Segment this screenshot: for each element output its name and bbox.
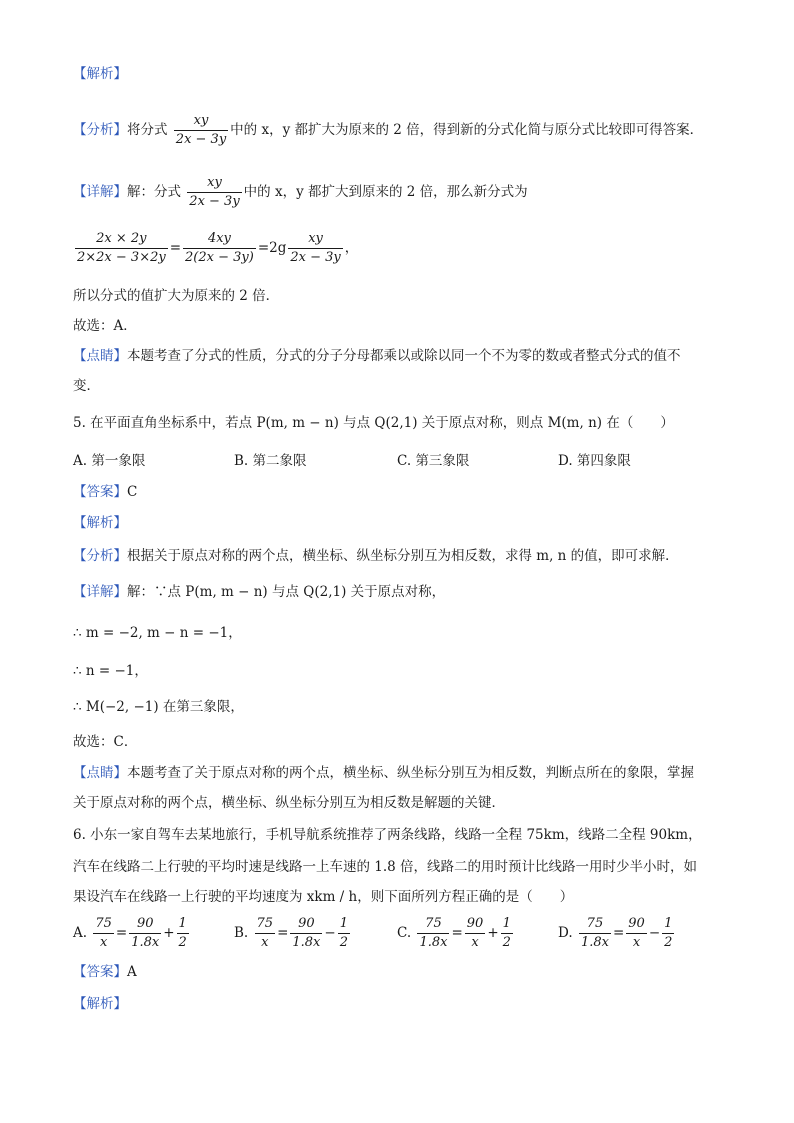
dianjing-tag: 【点睛】 xyxy=(73,348,127,364)
q6-option-a: A. $\frac{75}{x}$ = $\frac{90}{1.8x}$ + $\frac{1}{2}$ xyxy=(73,916,187,950)
q5-option-d: D. 第四象限 xyxy=(558,453,631,469)
question-5: 5. 在平面直角坐标系中，若点 P(m, m − n) 与点 Q(2,1) 关于原点对称，则点 M(m, n) 在（ ） xyxy=(73,415,674,431)
fenxi-tag: 【分析】 xyxy=(73,122,127,138)
fraction: $\frac{xy}{2x - 3y}$ xyxy=(175,113,227,147)
answer-tag: 【答案】 xyxy=(73,484,127,500)
choice-line-5: 故选：C． xyxy=(73,734,138,750)
fraction: $\frac{4xy}{2(2x - 3y)}$ xyxy=(185,231,254,265)
question-6-line-1: 6. 小东一家自驾车去某地旅行，手机导航系统推荐了两条线路，线路一全程 75km，线路二全程 90km， xyxy=(73,827,702,843)
fraction: $\frac{90}{x}$ xyxy=(466,916,484,950)
question-6-line-3: 果设汽车在线路一上行驶的平均速度为 xkm / h，则下面所列方程正确的是（ ） xyxy=(73,889,574,905)
q5-option-b: B. 第二象限 xyxy=(234,453,307,469)
q5-option-c: C. 第三象限 xyxy=(397,453,470,469)
dianjing-tag: 【点睛】 xyxy=(73,765,127,781)
equation-line: $\frac{2x \times 2y}{2\times 2x - 3\times 2y}$ = $\frac{4xy}{2(2x - 3y)}$ =2g $\frac{xy}{2x - 3y}$ ， xyxy=(77,231,359,265)
conclusion-line: 所以分式的值扩大为原来的 2 倍． xyxy=(73,288,280,304)
q6-option-c: C. $\frac{75}{1.8x}$ = $\frac{90}{x}$ + $\frac{1}{2}$ xyxy=(397,916,511,950)
analysis-heading-5: 【解析】 xyxy=(73,515,127,531)
fraction: $\frac{1}{2}$ xyxy=(178,916,187,950)
dianjing-line-5b: 关于原点对称的两个点，横坐标、纵坐标分别互为相反数是解题的关键． xyxy=(73,795,505,811)
analysis-heading-6: 【解析】 xyxy=(73,996,127,1012)
dianjing-line-1: 【点睛】本题考查了分式的性质，分式的分子分母都乘以或除以同一个不为零的数或者整式分式的值不 xyxy=(73,348,681,364)
analysis-heading-1: 【解析】 xyxy=(73,66,127,82)
dianjing-line-5a: 【点睛】本题考查了关于原点对称的两个点，横坐标、纵坐标分别互为相反数，判断点所在的象限，掌握 xyxy=(73,765,694,781)
answer-tag: 【答案】 xyxy=(73,964,127,980)
fraction: $\frac{75}{x}$ xyxy=(256,916,274,950)
fraction: $\frac{75}{1.8x}$ xyxy=(419,916,448,950)
fraction: $\frac{xy}{2x - 3y}$ xyxy=(290,231,341,265)
fraction: $\frac{75}{x}$ xyxy=(95,916,112,950)
q6-option-d: D. $\frac{75}{1.8x}$ = $\frac{90}{x}$ − $\frac{1}{2}$ xyxy=(558,916,673,950)
fenxi-tag: 【分析】 xyxy=(73,548,127,564)
fraction: $\frac{xy}{2x - 3y}$ xyxy=(189,175,240,209)
answer-line-6: 【答案】A xyxy=(73,964,137,980)
fraction: $\frac{1}{2}$ xyxy=(502,916,511,950)
fenxi-line-5: 【分析】根据关于原点对称的两个点，横坐标、纵坐标分别互为相反数，求得 m, n 的值，即可求解． xyxy=(73,548,679,564)
fraction: $\frac{90}{1.8x}$ xyxy=(131,916,160,950)
fraction: $\frac{1}{2}$ xyxy=(664,916,673,950)
fraction: $\frac{90}{1.8x}$ xyxy=(292,916,321,950)
choice-line: 故选：A． xyxy=(73,318,137,334)
step-2: ∴ n = −1， xyxy=(73,663,148,679)
fraction: $\frac{90}{x}$ xyxy=(628,916,645,950)
q5-option-a: A. 第一象限 xyxy=(73,453,146,469)
fenxi-line-1: 【分析】将分式 $\frac{xy}{2x - 3y}$ 中的 x，y 都扩大为原来的 2 倍，得到新的分式化简与原分式比较即可得答案． xyxy=(73,113,704,147)
step-3: ∴ M(−2, −1) 在第三象限， xyxy=(73,699,244,715)
fraction: $\frac{1}{2}$ xyxy=(339,916,348,950)
xiangjie-tag: 【详解】 xyxy=(73,584,127,600)
dianjing-line-2: 变． xyxy=(73,378,100,394)
xiangjie-line-1: 【详解】解：分式 $\frac{xy}{2x - 3y}$ 中的 x，y 都扩大到原来的 2 倍，那么新分式为 xyxy=(73,175,528,209)
step-1: ∴ m = −2, m − n = −1， xyxy=(73,625,242,641)
answer-line-5: 【答案】C xyxy=(73,484,138,500)
fraction: $\frac{75}{1.8x}$ xyxy=(580,916,609,950)
fraction: $\frac{2x \times 2y}{2\times 2x - 3\times 2y}$ xyxy=(77,231,166,265)
xiangjie-line-5: 【详解】解：∵点 P(m, m − n) 与点 Q(2,1) 关于原点对称， xyxy=(73,584,446,600)
xiangjie-tag: 【详解】 xyxy=(73,184,127,200)
q6-option-b: B. $\frac{75}{x}$ = $\frac{90}{1.8x}$ − $\frac{1}{2}$ xyxy=(234,916,348,950)
question-6-line-2: 汽车在线路二上行驶的平均时速是线路一上车速的 1.8 倍，线路二的用时预计比线路一用时少半小时，如 xyxy=(73,859,698,875)
